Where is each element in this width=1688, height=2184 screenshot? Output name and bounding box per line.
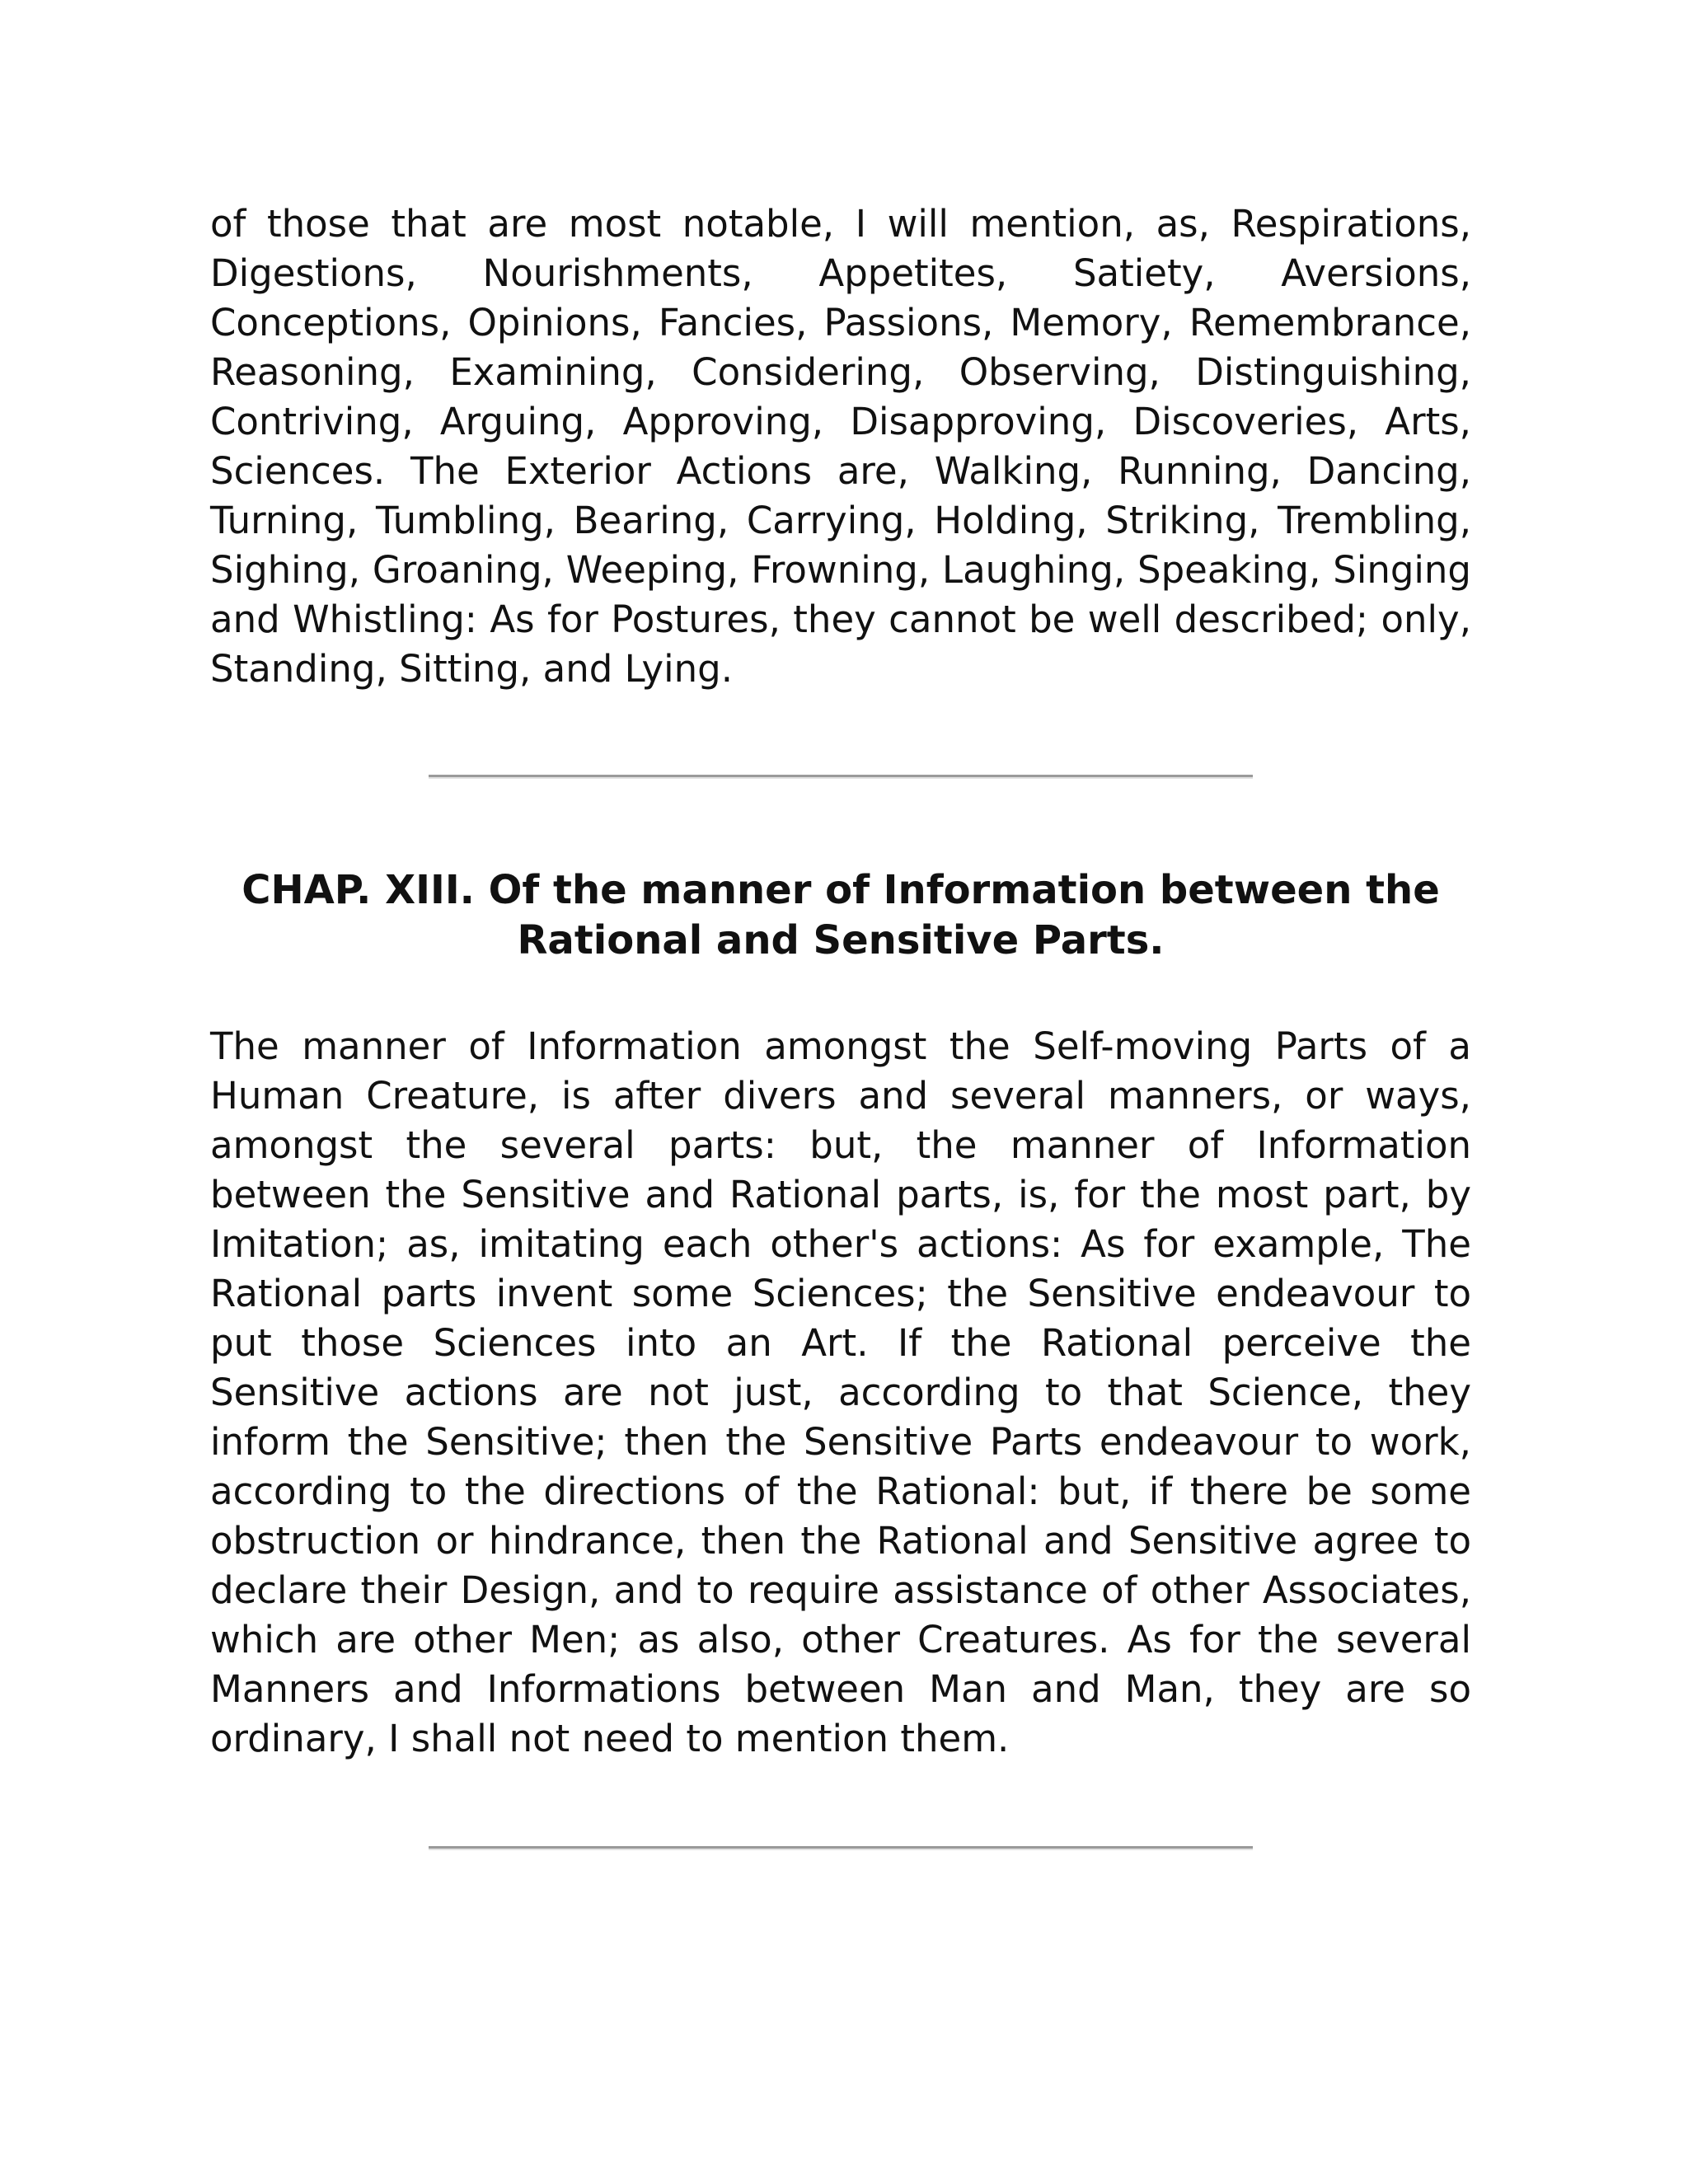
body-paragraph: of those that are most notable, I will mention, as, Respirations, Digestions, Nourishments, Appetites, Satiety, Aversions, Conceptions, Opinions, Fancies, Passions, Memory, Remembrance, Reasoning, Examining, Considering, Observing, Distinguishing, Contriving, Arguing, Approving, Disapproving, Discoveries, Arts, Sciences. The Exterior Actions are, Walking, Running, Dancing, Turning, Tumbling, Bearing, Carrying, Holding, Striking, Trembling, Sighing, Groaning, Weeping, Frowning, Laughing, Speaking, Singing and Whistling: As for Postures, they cannot be well described; only, Standing, Sitting, and Lying. <box>210 202 1471 691</box>
section-divider <box>429 1846 1253 1850</box>
chapter-heading: CHAP. XIII. Of the manner of Information between the Rational and Sensitive Parts. <box>241 867 1440 963</box>
section-divider <box>429 775 1253 779</box>
body-paragraph: The manner of Information amongst the Self-moving Parts of a Human Creature, is after divers and several manners, or ways, amongst the several parts: but, the manner of Information between the Sensitive and Rational parts, is, for the most part, by Imitation; as, imitating each other's actions: As for example, The Rational parts invent some Sciences; the Sensitive endeavour to put those Sciences into an Art. If the Rational perceive the Sensitive actions are not just, according to that Science, they inform the Sensitive; then the Sensitive Parts endeavour to work, according to the directions of the Rational: but, if there be some obstruction or hindrance, then the Rational and Sensitive agree to declare their Design, and to require assistance of other Associates, which are other Men; as also, other Creatures. As for the several Manners and Informations between Man and Man, they are so ordinary, I shall not need to mention them. <box>210 1024 1471 1760</box>
